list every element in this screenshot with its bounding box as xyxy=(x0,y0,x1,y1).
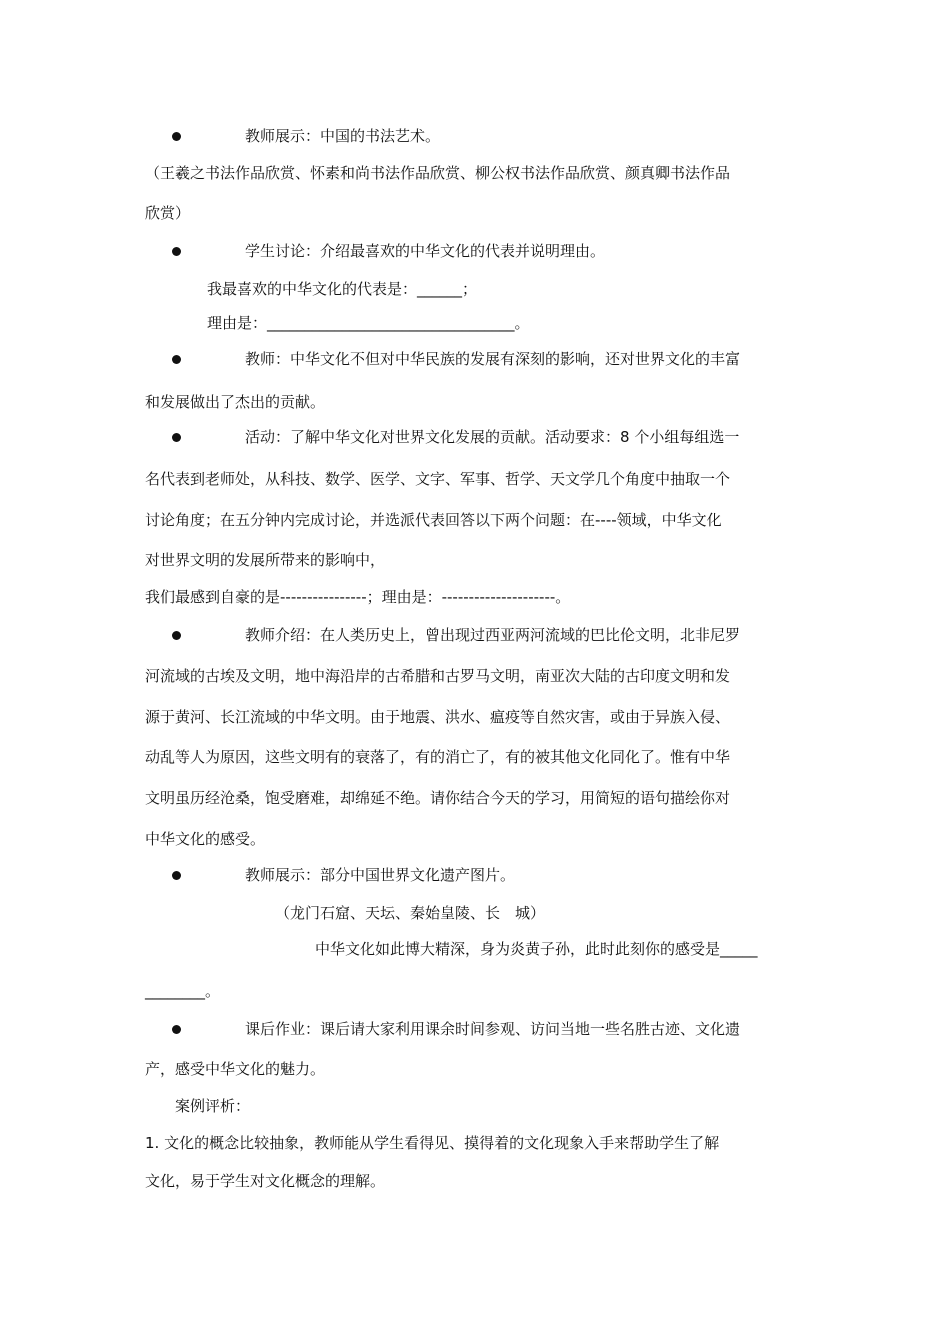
text-line: 1. 文化的概念比较抽象，教师能从学生看得见、摸得着的文化现象入手来帮助学生了解 xyxy=(145,1134,720,1152)
text-line: 教师介绍：在人类历史上，曾出现过西亚两河流域的巴比伦文明，北非尼罗 xyxy=(245,626,741,644)
text-line: 河流域的古埃及文明，地中海沿岸的古希腊和古罗马文明，南亚次大陆的古印度文明和发 xyxy=(145,667,731,685)
text-line: 文化，易于学生对文化概念的理解。 xyxy=(145,1172,386,1190)
text-line: 中华文化的感受。 xyxy=(145,830,266,848)
bullet-icon xyxy=(170,868,184,882)
text-line: 教师展示：中国的书法艺术。 xyxy=(245,127,441,145)
text-line: （王羲之书法作品欣赏、怀素和尚书法作品欣赏、柳公权书法作品欣赏、颜真卿书法作品 xyxy=(145,164,731,182)
text-line: 产，感受中华文化的魅力。 xyxy=(145,1060,326,1078)
bullet-icon xyxy=(170,628,184,642)
text-line: 名代表到老师处，从科技、数学、医学、文字、军事、哲学、天文学几个角度中抽取一个 xyxy=(145,470,731,488)
bullet-icon xyxy=(170,1022,184,1036)
text-line: 中华文化如此博大精深，身为炎黄子孙，此时此刻你的感受是_____ xyxy=(315,940,758,958)
text-line: 课后作业：课后请大家利用课余时间参观、访问当地一些名胜古迹、文化遗 xyxy=(245,1020,741,1038)
text-line: 对世界文明的发展所带来的影响中， xyxy=(145,551,386,569)
bullet-icon xyxy=(170,129,184,143)
text-line: 和发展做出了杰出的贡献。 xyxy=(145,393,326,411)
text-line: 动乱等人为原因，这些文明有的衰落了，有的消亡了，有的被其他文化同化了。惟有中华 xyxy=(145,748,731,766)
text-line: ________。 xyxy=(145,982,221,1000)
bullet-icon xyxy=(170,244,184,258)
text-line: 学生讨论：介绍最喜欢的中华文化的代表并说明理由。 xyxy=(245,242,606,260)
text-line: 我最喜欢的中华文化的代表是：______； xyxy=(207,280,478,298)
text-line: 讨论角度；在五分钟内完成讨论，并选派代表回答以下两个问题：在----领域，中华文化 xyxy=(145,511,722,529)
text-line: 文明虽历经沧桑，饱受磨难，却绵延不绝。请你结合今天的学习，用简短的语句描绘你对 xyxy=(145,789,731,807)
text-line: 理由是：_________________________________。 xyxy=(207,314,530,332)
text-line: 我们最感到自豪的是----------------；理由是：---------------------。 xyxy=(145,588,571,606)
text-line: 欣赏） xyxy=(145,204,191,222)
bullet-icon xyxy=(170,430,184,444)
bullet-icon xyxy=(170,352,184,366)
text-line: 源于黄河、长江流域的中华文明。由于地震、洪水、瘟疫等自然灾害，或由于异族入侵、 xyxy=(145,708,731,726)
text-line: （龙门石窟、天坛、秦始皇陵、长 城） xyxy=(275,904,546,922)
text-line: 教师展示：部分中国世界文化遗产图片。 xyxy=(245,866,516,884)
text-line: 案例评析： xyxy=(175,1097,251,1115)
text-line: 活动：了解中华文化对世界文化发展的贡献。活动要求：8 个小组每组选一 xyxy=(245,428,740,446)
text-line: 教师：中华文化不但对中华民族的发展有深刻的影响，还对世界文化的丰富 xyxy=(245,350,741,368)
